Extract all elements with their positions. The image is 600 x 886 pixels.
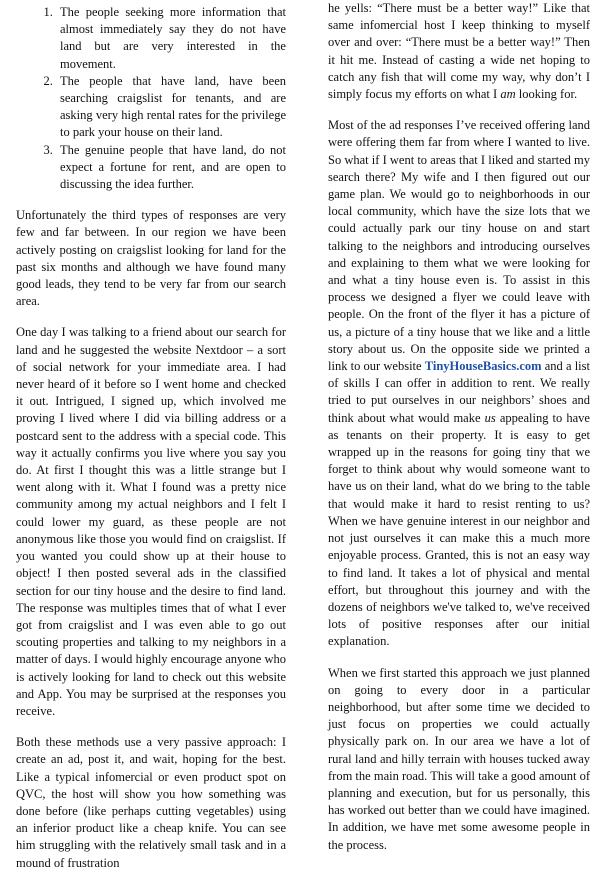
left-column [16, 4, 286, 886]
paragraph: Unfortunately the third types of responses are very few and far between. In our region we have been actively posting on craigslist looking for land for the past six months and although we have found many good leads, they tend to be very far from our search area. [16, 208, 286, 309]
paragraph [328, 0, 590, 103]
text-run: he yells: “There must be a better way!” Like that same infomercial host I keep thinking to myself over and over: “There must be a better way!” Then it hit me. Instead of casting a wide net hoping to catch any fish that will come my way, why don’t I simply focus my efforts on what I [328, 1, 590, 102]
paragraph: When we first started this approach we just planned on going to every door in a particular neighborhood, but after some time we decided to just focus on properties we could actually physically park on. In our area we have a lot of rural land and hilly terrain with houses tucked away from the main road. This will take a good amount of planning and execution, but for us personally, this has worked out better than we could have imagined. In addition, we have met some awesome people in the process. [328, 665, 590, 852]
response-types-list [16, 4, 286, 193]
emphasis-text: am [500, 87, 516, 102]
list-item: 1. The people seeking more information that almost immediately say they do not have land but are very interested in the movement. [56, 4, 286, 73]
paragraph [328, 117, 590, 650]
right-column [328, 0, 590, 868]
emphasis-text: us [484, 410, 496, 425]
text-run: Most of the ad responses I’ve received offering land were offering them far from where I wanted to live. So what if I went to areas that I liked and started my search there? My wife and I then figured out our game plan. We would go to neighborhoods in our local community, which have the size lots that we could actually park our tiny house on and start talking to the neighbors and introducing ourselves and explaining to them what we were looking for and what a tiny house even is. To assist in this process we designed a flyer we could leave with people. On the front of the flyer it has a picture of us, a picture of a tiny house that we like and a little story about us. On the opposite side we printed a link to our website [328, 118, 590, 374]
list-item: 2. The people that have land, have been searching craigslist for tenants, and are asking very high rental rates for the privilege to park your house on their land. [56, 73, 286, 142]
text-run: appealing to have as tenants on their property. It is easy to get wrapped up in the reasons for going tiny that we forget to think about why would someone want to have us on their land, what do we bring to the table that would make it hard to resist renting to us? When we have genuine interest in our neighbor and not just ourselves it can make this a much more enjoyable process. Granted, this is not an easy way to find land. It takes a lot of physical and mental effort, but throughout this journey and with the dozens of neighbors we've talked to, we've received lots of positive responses after our initial explanation. [328, 410, 590, 649]
list-item: 3. The genuine people that have land, do not expect a fortune for rent, and are open to discussing the idea further. [56, 142, 286, 194]
paragraph: Both these methods use a very passive approach: I create an ad, post it, and wait, hoping for the best. Like a typical infomercial or even product spot on QVC, the host will show you how something was done before (like perhaps cutting vegetables) using an inferior product like a cheap knife. You can see him struggling with the relatively small task and in a mound of frustration [16, 735, 286, 870]
paragraph: One day I was talking to a friend about our search for land and he suggested the website Nextdoor – a sort of social network for your immediate area. I had never heard of it before so I went home and checked it out. Intrigued, I signed up, which involved me proving I lived where I did via billing address or a postcard sent to the address with a special code. This way it actually confirms you live where you say you do. At first I thought this was a little strange but I went along with it. What I found was a pretty nice community among my actual neighbors and I felt I could lower my guard, as these people are not anonymous like those you would find on craigslist. If you wanted you could show up at their house to object! I then posted several ads in the classified section for our tiny house and the desire to find land. The response was multiples times that of what I ever got from craigslist and I was even able to go out scouting properties and talking to my neighbors in a matter of days. I would highly encourage anyone who is actively looking for land to check out this website and App. You may be surprised at the responses you receive. [16, 325, 286, 718]
text-run: and a list of skills I can offer in addition to rent. We really tried to put ourselves in our neighbors’ shoes and think about what would make [328, 359, 590, 425]
text-run: looking for. [515, 87, 578, 102]
website-link[interactable]: TinyHouseBasics.com [424, 359, 542, 374]
